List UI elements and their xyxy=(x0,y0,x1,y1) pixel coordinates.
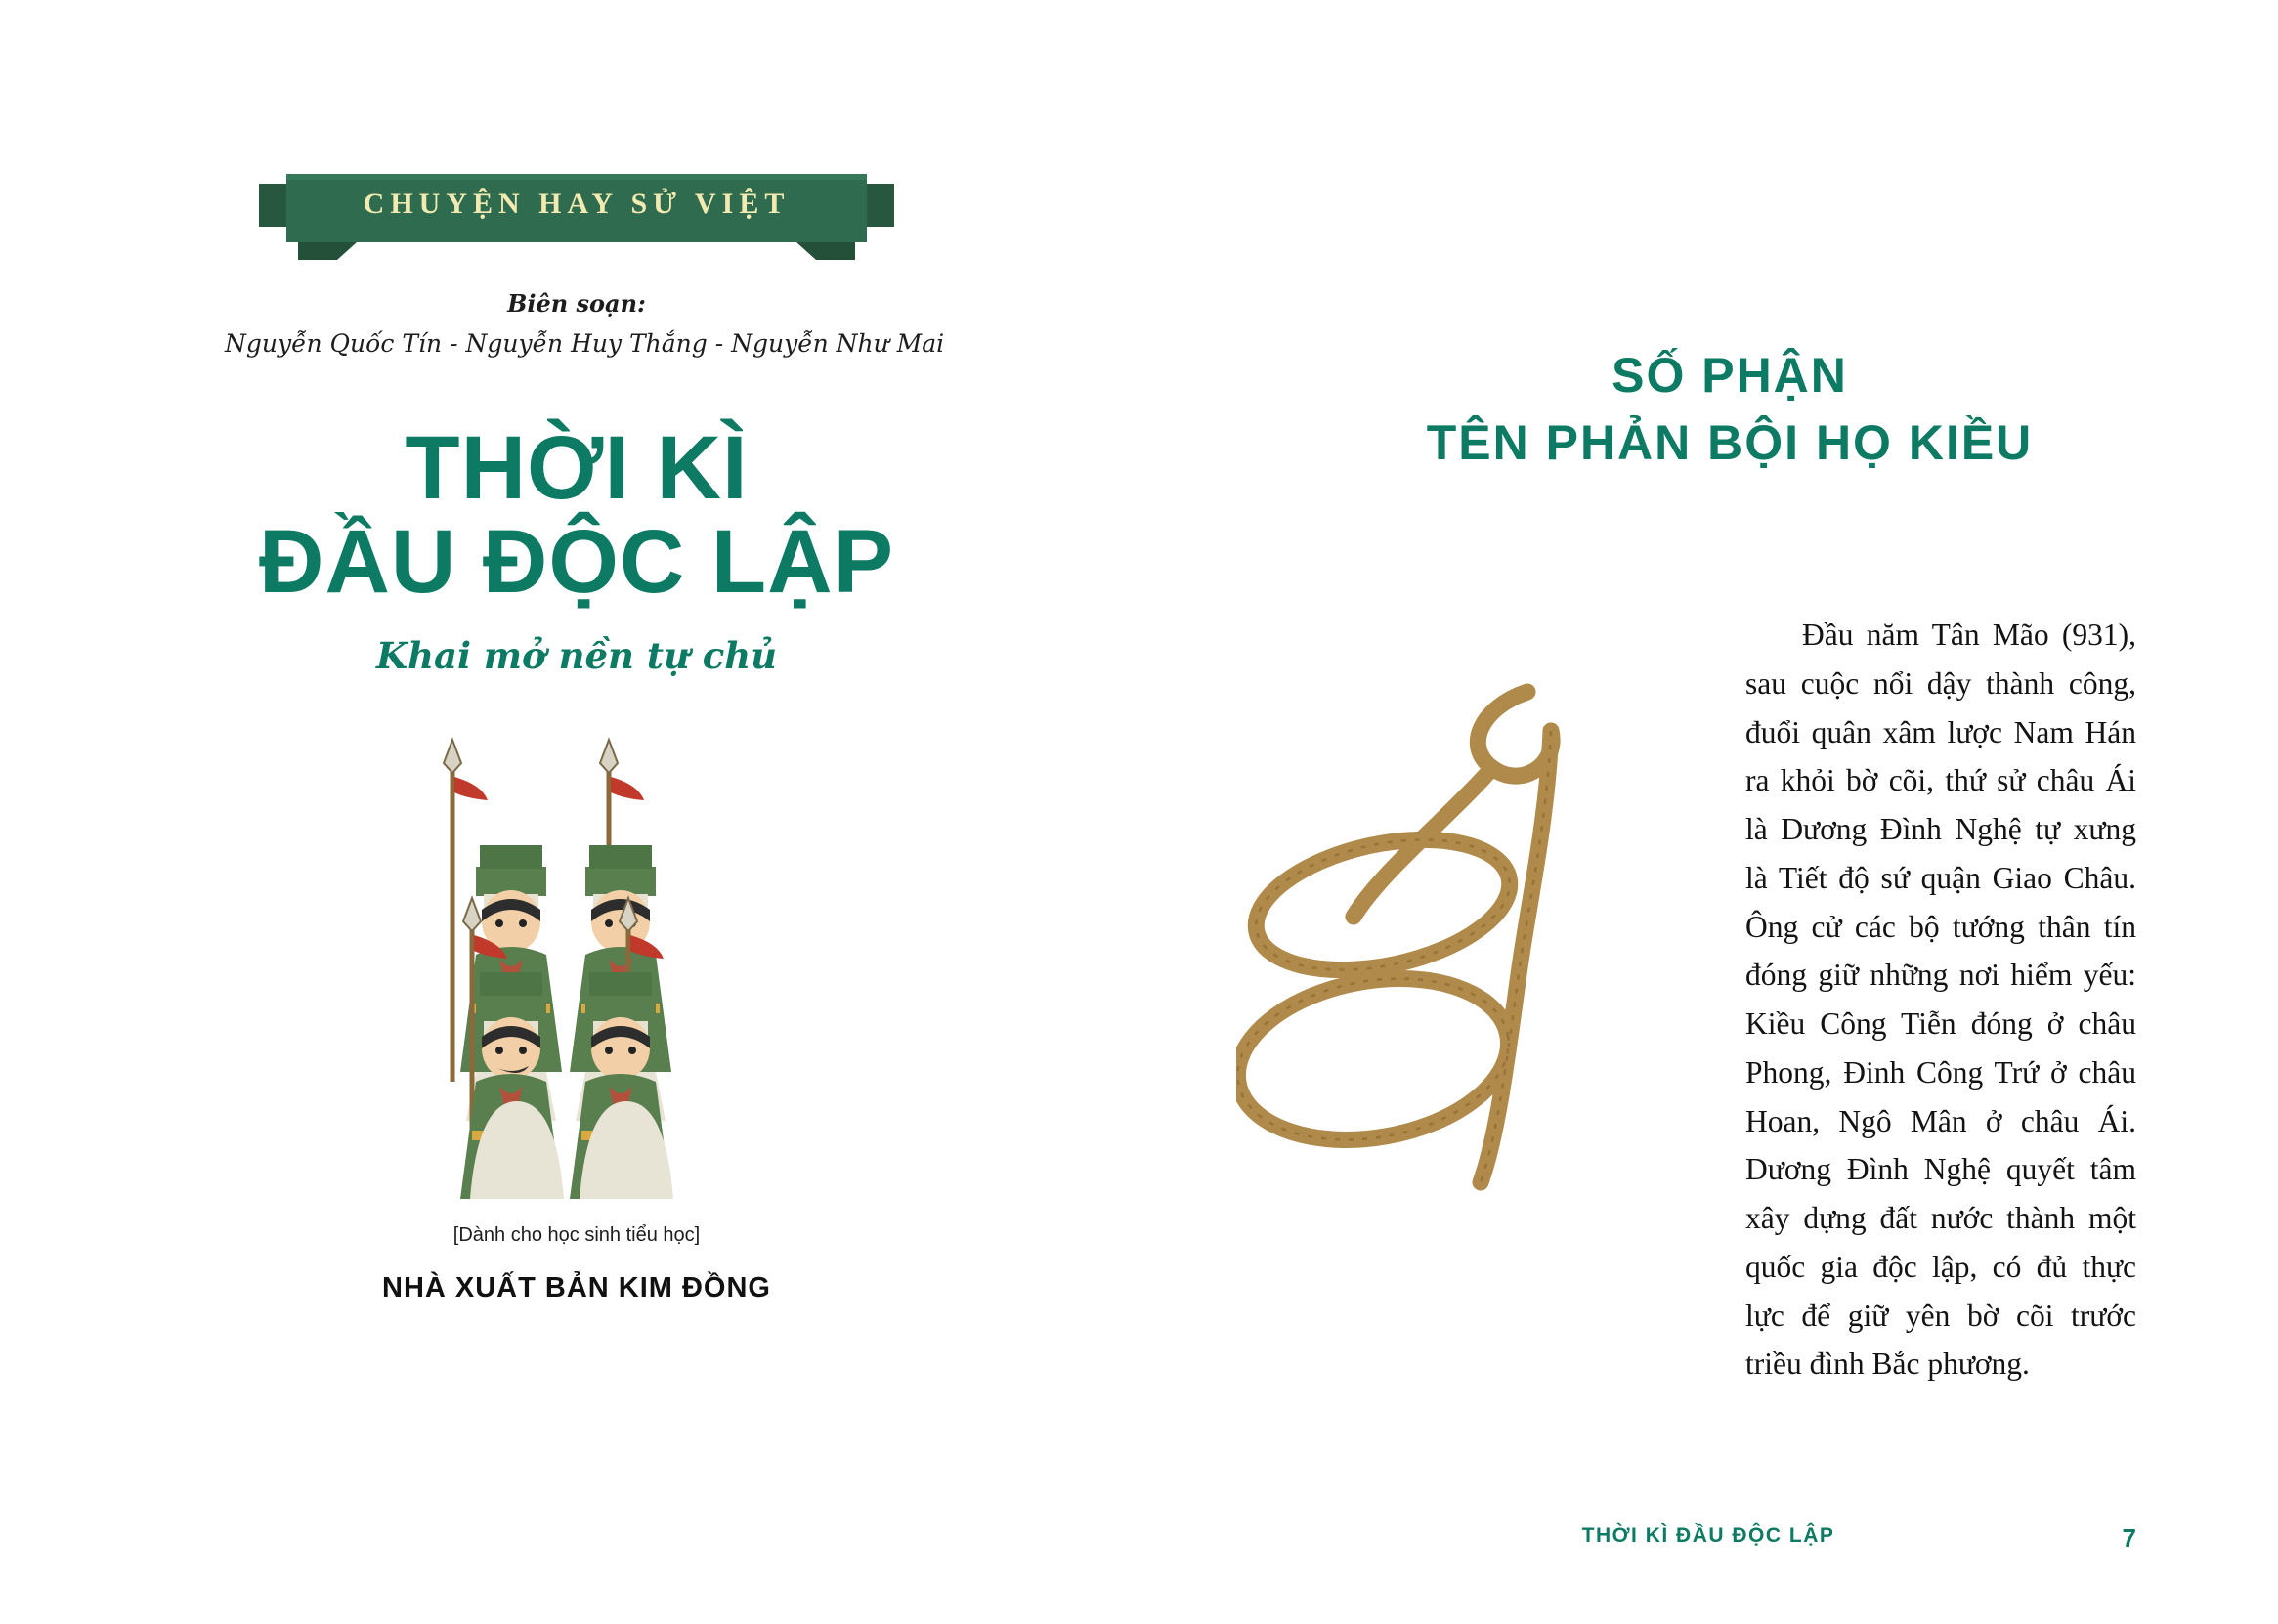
rope-illustration xyxy=(1236,674,1656,1300)
compiler-label: Biên soạn: xyxy=(507,289,646,318)
audience-note: [Dành cho học sinh tiểu học] xyxy=(452,1224,701,1247)
right-page xyxy=(1139,0,2278,1624)
title-block xyxy=(225,166,945,1304)
chapter-title xyxy=(1344,342,2116,477)
chapter-title-line2: TÊN PHẢN BỘI HỌ KIỀU xyxy=(1426,415,2034,470)
page-title-line1: THỜI KÌ xyxy=(405,418,749,518)
body-paragraph xyxy=(1745,611,2136,1389)
running-footer: THỜI KÌ ĐẦU ĐỘC LẬP xyxy=(1581,1524,1835,1547)
page-title-line2: ĐẦU ĐỘC LẬP xyxy=(259,511,894,612)
coiled-rope-icon xyxy=(1236,674,1656,1300)
series-banner-text: CHUYỆN HAY SỬ VIỆT xyxy=(363,188,791,220)
four-soldiers-icon xyxy=(415,730,738,1199)
publisher-name: NHÀ XUẤT BẢN KIM ĐỒNG xyxy=(382,1272,771,1304)
page-number: 7 xyxy=(2122,1523,2136,1553)
series-banner xyxy=(239,166,914,264)
soldiers-illustration xyxy=(415,730,738,1199)
page-subtitle: Khai mở nền tự chủ xyxy=(375,634,778,678)
chapter-title-line1: SỐ PHẬN xyxy=(1612,348,1848,403)
page-title xyxy=(225,418,928,612)
compiler-names: Nguyễn Quốc Tín - Nguyễn Huy Thắng - Nguyễn Như Mai xyxy=(225,329,945,358)
body-text: Đầu năm Tân Mão (931), sau cuộc nổi dậy thành công, đuổi quân xâm lược Nam Hán ra khỏi bờ cõi, thứ sử châu Ái là Dương Đình Nghệ tự xưng là Tiết độ sứ quận Giao Châu. Ông cử các bộ tướng thân tín đóng giữ những nơi hiểm yếu: Kiều Công Tiễn đóng ở châu Phong, Đinh Công Trứ ở châu Hoan, Ngô Mân ở châu Ái. Dương Đình Nghệ quyết tâm xây dựng đất nước thành một quốc gia độc lập, có đủ thực lực để giữ yên bờ cõi trước triều đình Bắc phương. xyxy=(1745,618,2136,1382)
